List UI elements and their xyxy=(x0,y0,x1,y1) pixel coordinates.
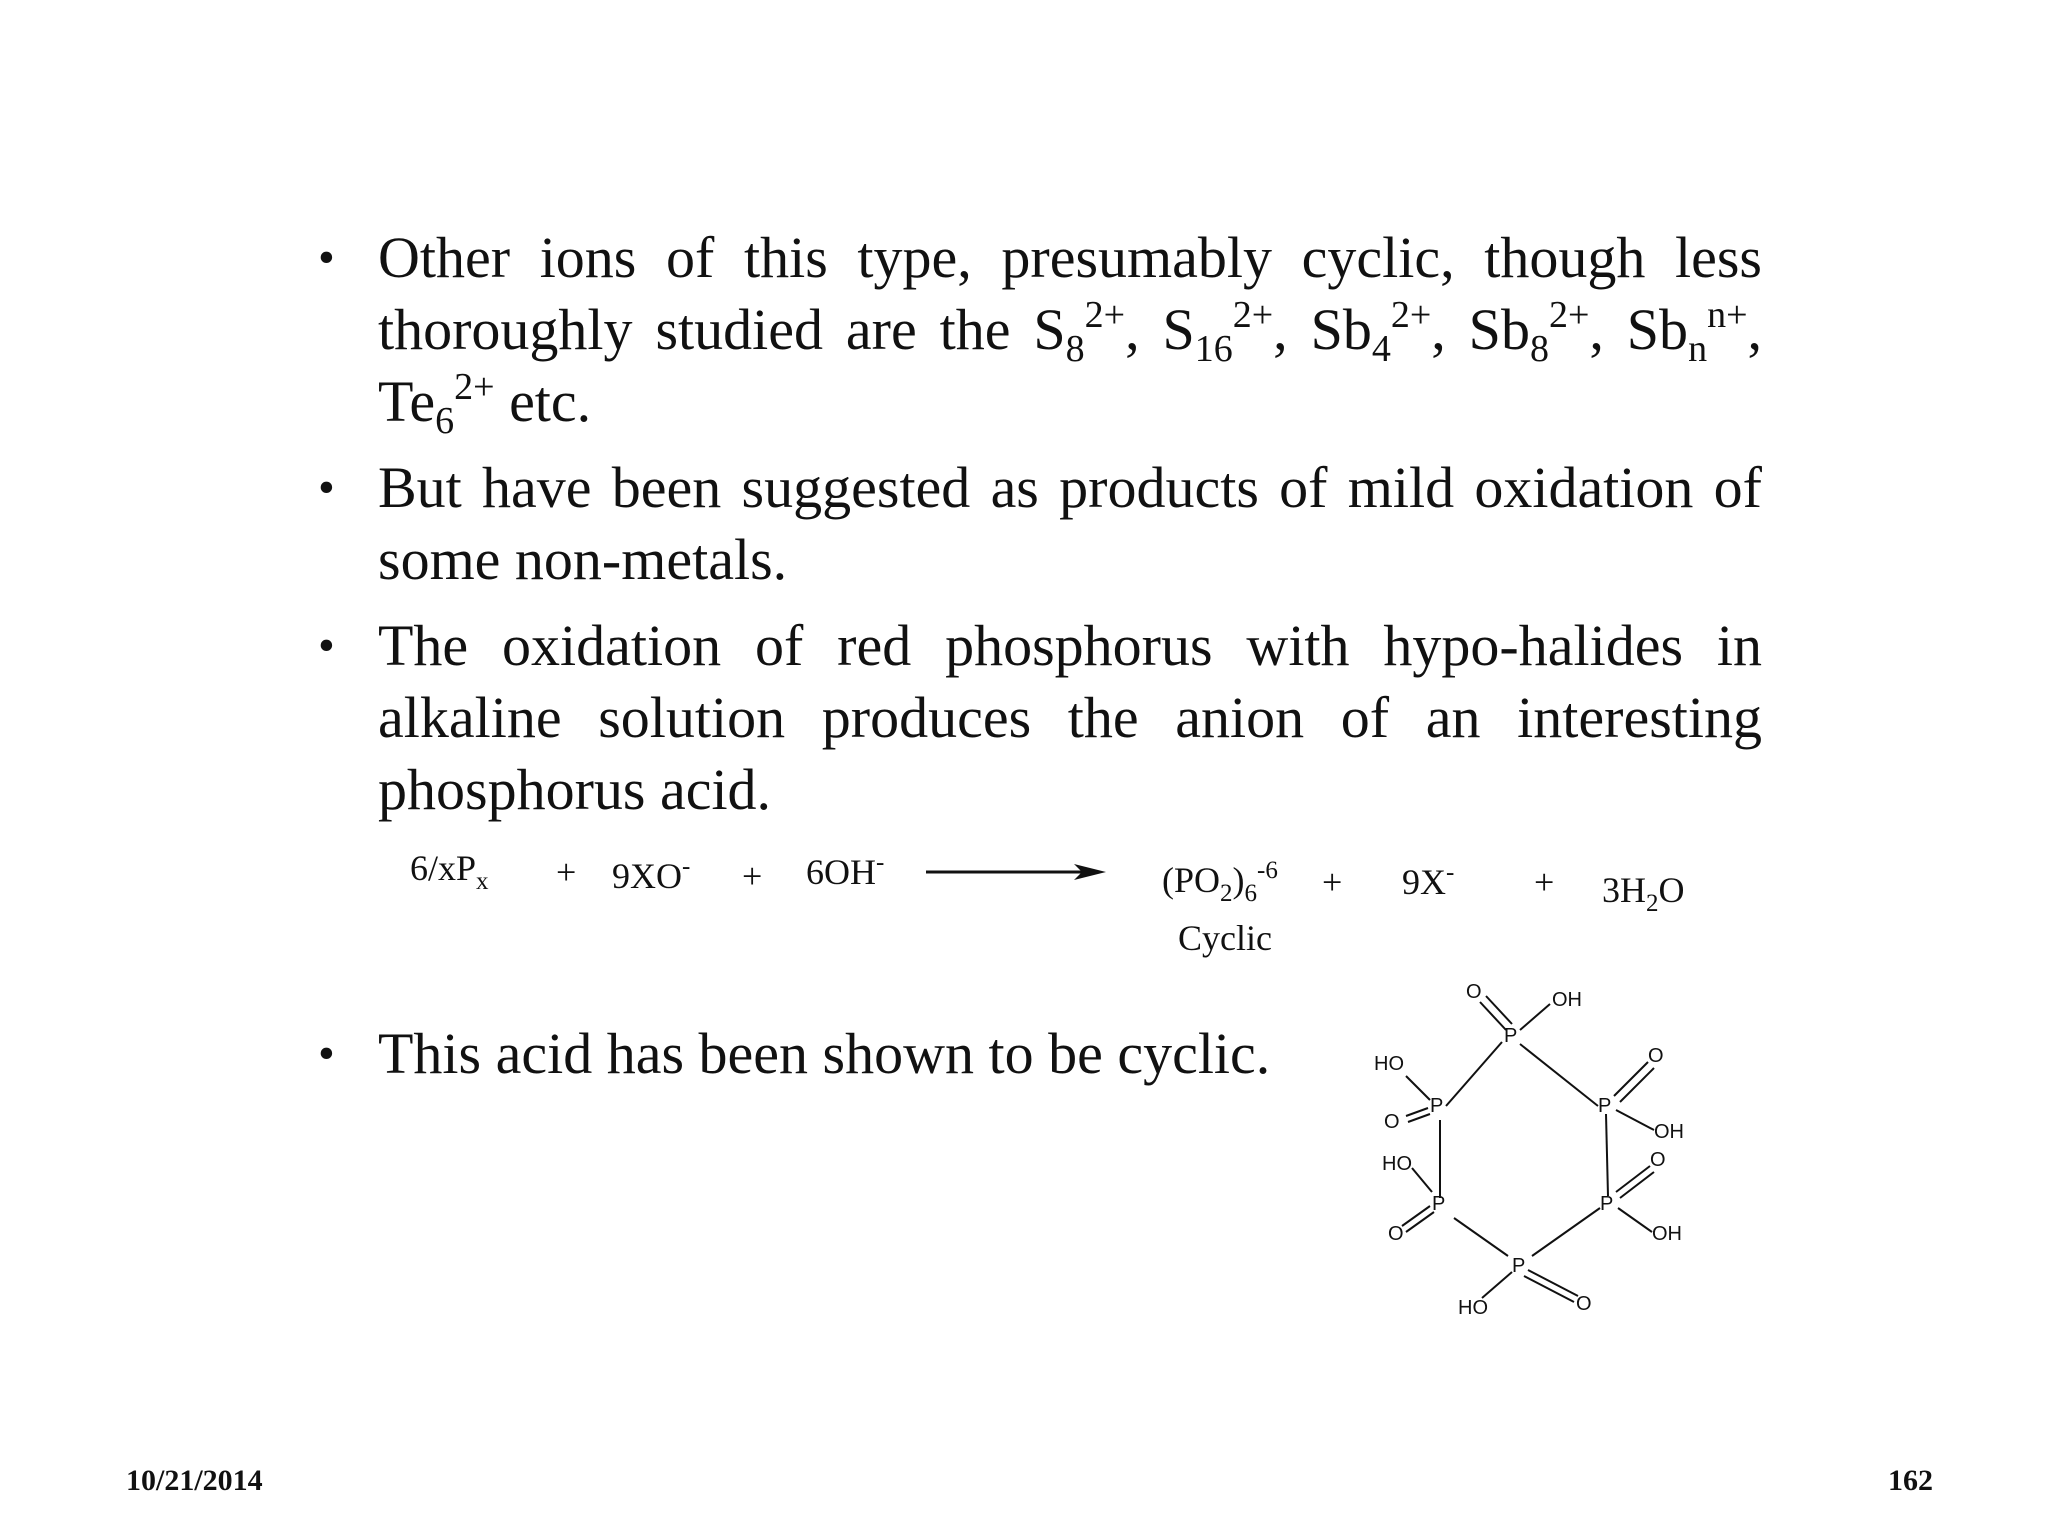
subscript: 6 xyxy=(435,400,455,442)
reactant-hypohalite: 9XO- xyxy=(612,853,691,896)
atom-p: P xyxy=(1432,1193,1446,1215)
reactant-phosphorus: $6/xP_x$ xyxy=(410,848,489,895)
bullet-text: , Sb xyxy=(1589,297,1689,362)
bullet-item-2 xyxy=(310,452,1762,596)
product-cyclic-metaphosphate: $(PO_2)_6^{-6}$ xyxy=(1162,857,1278,907)
bullet-text: This acid has been shown to be cyclic. xyxy=(378,1021,1271,1086)
subscript: 8 xyxy=(1529,328,1549,370)
bullet-item-1 xyxy=(310,222,1762,442)
superscript: 2+ xyxy=(1390,294,1432,336)
plus-sign: + xyxy=(1322,862,1343,902)
atom-p: P xyxy=(1600,1193,1614,1215)
footer-date: 10/21/2014 xyxy=(126,1464,263,1497)
atom-oh: OH xyxy=(1654,1121,1684,1143)
atom-p: P xyxy=(1504,1025,1518,1047)
plus-sign: + xyxy=(556,852,577,892)
atom-p: P xyxy=(1512,1255,1526,1277)
bullet-text: Other ions of this type, presumably cyclic, though less thoroughly studied are the S xyxy=(378,225,1762,362)
atom-ho: HO xyxy=(1382,1153,1412,1175)
bullet-marker: • xyxy=(318,1027,335,1080)
subscript: n xyxy=(1688,328,1708,370)
superscript: 2+ xyxy=(1232,294,1274,336)
atom-o: O xyxy=(1466,981,1482,1003)
atom-ho: HO xyxy=(1374,1053,1404,1075)
atom-ho: HO xyxy=(1458,1297,1488,1319)
product-water: $3H_2O$ xyxy=(1602,870,1685,917)
subscript: 8 xyxy=(1065,328,1085,370)
footer-page-number: 162 xyxy=(1888,1464,1933,1497)
bullet-marker: • xyxy=(318,619,335,672)
atom-oh: OH xyxy=(1552,989,1582,1011)
product-note: Cyclic xyxy=(1178,918,1272,958)
atom-p: P xyxy=(1598,1095,1612,1117)
atom-o: O xyxy=(1384,1111,1400,1133)
bullet-text: , Sb xyxy=(1431,297,1530,362)
plus-sign: + xyxy=(742,856,763,896)
superscript: 2+ xyxy=(1084,294,1126,336)
bullet-item-4 xyxy=(310,1018,1378,1090)
reactant-hydroxide: 6OH- xyxy=(806,849,885,892)
cyclic-acid-structure xyxy=(1360,970,1710,1340)
bullet-marker: • xyxy=(318,231,335,284)
atom-o: O xyxy=(1648,1045,1664,1067)
bullet-text: But have been suggested as products of mild oxidation of some non-metals. xyxy=(378,455,1762,592)
superscript: n+ xyxy=(1707,294,1748,336)
plus-sign: + xyxy=(1534,862,1555,902)
superscript: 2+ xyxy=(1548,294,1590,336)
bullet-text: , Te xyxy=(378,297,1762,434)
bullet-text: The oxidation of red phosphorus with hypo-halides in alkaline solution produces the anion of an interesting phosphorus acid. xyxy=(378,613,1762,822)
atom-o: O xyxy=(1388,1223,1404,1245)
subscript: 16 xyxy=(1194,328,1233,370)
bullet-marker: • xyxy=(318,461,335,514)
reaction-arrow xyxy=(926,860,1106,884)
bullet-item-3 xyxy=(310,610,1762,826)
atom-o: O xyxy=(1576,1293,1592,1315)
superscript: 2+ xyxy=(454,366,495,408)
atom-o: O xyxy=(1650,1149,1666,1171)
subscript: 4 xyxy=(1371,328,1391,370)
product-halide: 9X- xyxy=(1402,859,1455,902)
bullet-text: etc. xyxy=(494,369,592,434)
bullet-text: , Sb xyxy=(1273,297,1372,362)
bullet-text: , S xyxy=(1125,297,1195,362)
atom-p: P xyxy=(1430,1095,1444,1117)
bullet-list xyxy=(310,222,1762,826)
atom-oh: OH xyxy=(1652,1223,1682,1245)
